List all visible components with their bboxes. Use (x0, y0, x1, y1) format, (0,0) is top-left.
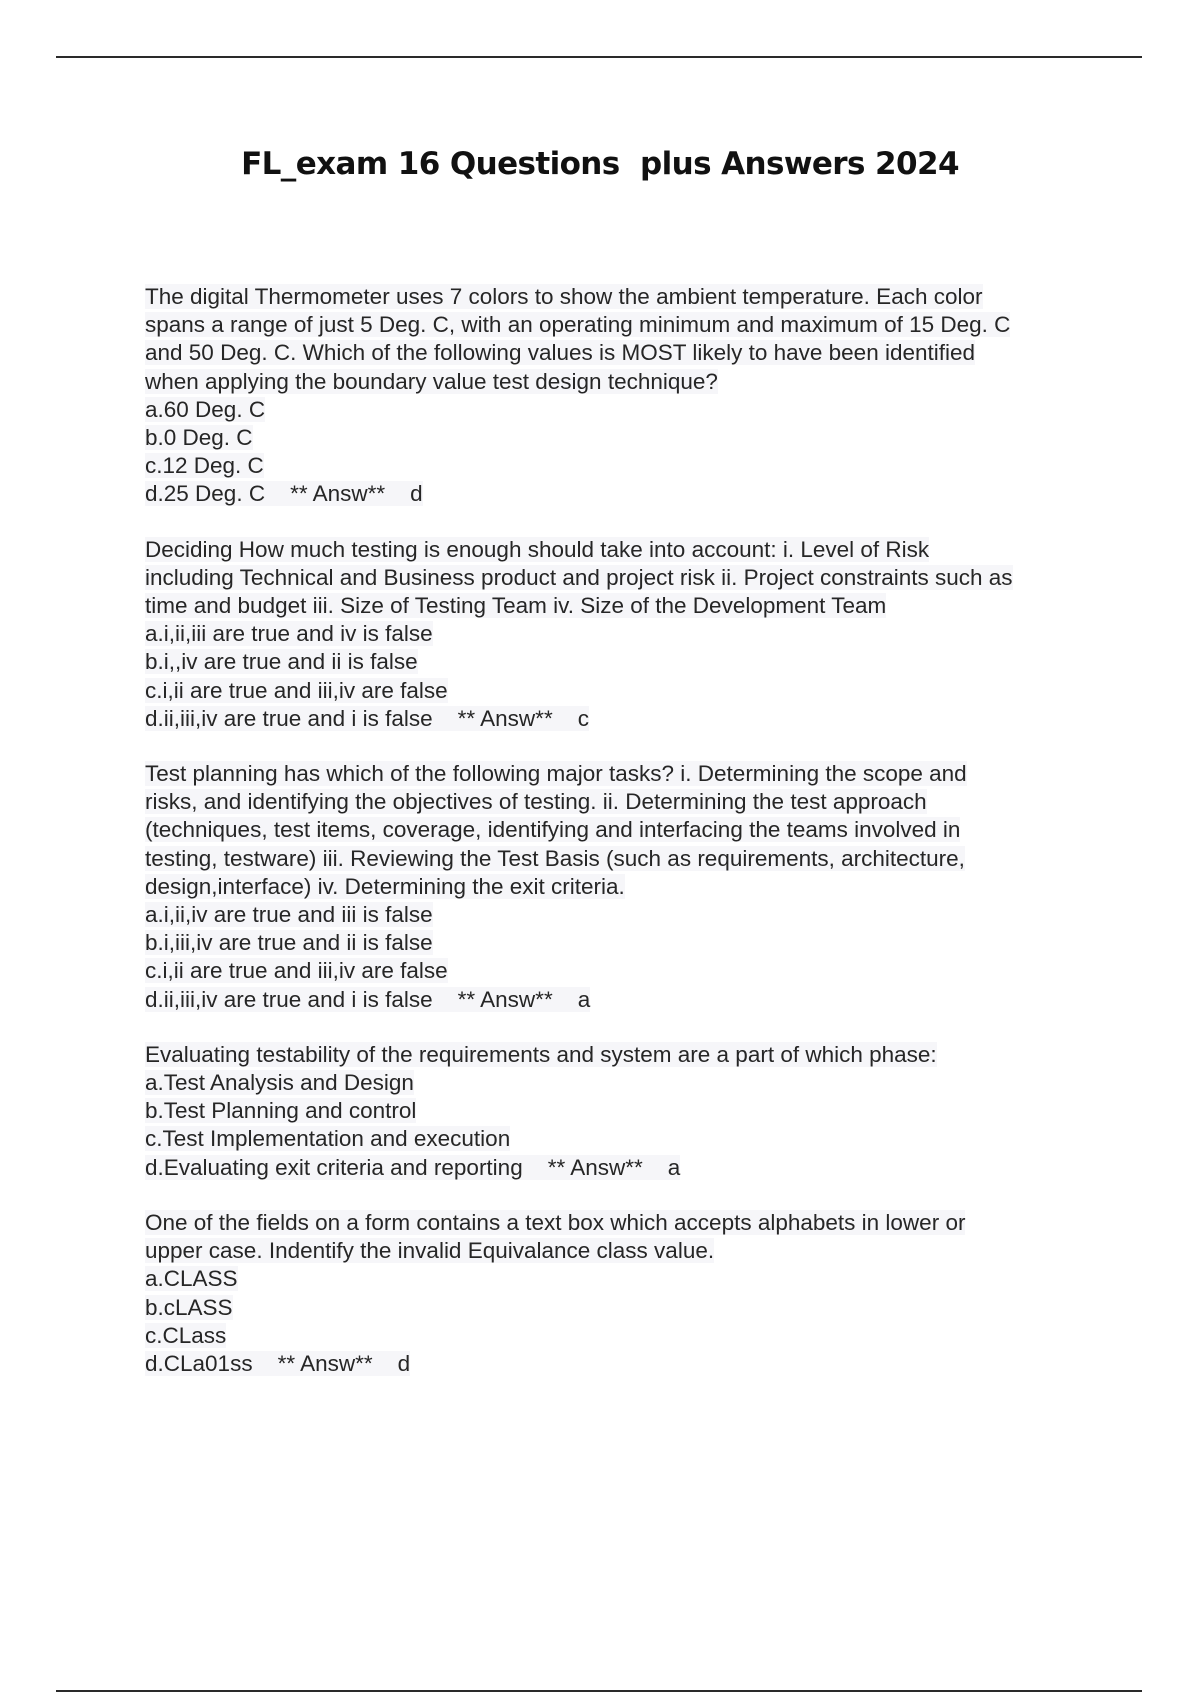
option-c: c.i,ii are true and iii,iv are false (145, 958, 448, 984)
option-c: c.Test Implementation and execution (145, 1126, 511, 1152)
answer-marker: ** Answ** a (457, 986, 591, 1012)
answer-marker: ** Answ** d (290, 481, 423, 507)
question-text-line: including Technical and Business product and project risk ii. Project constraints such as (145, 564, 1013, 590)
question-text-line: Test planning has which of the following major tasks? i. Determining the scope and (145, 761, 967, 787)
questions-container (145, 283, 1085, 1405)
question-text-line: spans a range of just 5 Deg. C, with an operating minimum and maximum of 15 Deg. C (145, 312, 1011, 338)
option-b: b.cLASS (145, 1294, 233, 1320)
option-d: d.ii,iii,iv are true and i is false ** Answ** c (145, 705, 589, 731)
option-d: d.Evaluating exit criteria and reporting ** Answ** a (145, 1154, 681, 1180)
option-a: a.CLASS (145, 1266, 238, 1292)
answer-marker: ** Answ** c (457, 705, 589, 731)
question-text-line: One of the fields on a form contains a text box which accepts alphabets in lower or (145, 1209, 966, 1235)
option-a: a.i,ii,iii are true and iv is false (145, 621, 433, 647)
question-text-line: when applying the boundary value test design technique? (145, 368, 718, 394)
option-d: d.ii,iii,iv are true and i is false ** Answ** a (145, 986, 591, 1012)
question-text-line: design,interface) iv. Determining the exit criteria. (145, 873, 625, 899)
question-text-line: (techniques, test items, coverage, identifying and interfacing the teams involved in (145, 817, 961, 843)
question-block (145, 1041, 1085, 1182)
option-a: a.60 Deg. C (145, 396, 266, 422)
option-a: a.Test Analysis and Design (145, 1070, 414, 1096)
question-block (145, 536, 1085, 733)
option-a: a.i,ii,iv are true and iii is false (145, 902, 433, 928)
option-b: b.i,,iv are true and ii is false (145, 649, 418, 675)
header-rule (56, 56, 1142, 58)
question-text-line: Deciding How much testing is enough should take into account: i. Level of Risk (145, 536, 930, 562)
question-block (145, 283, 1085, 509)
question-text-line: Evaluating testability of the requirements and system are a part of which phase: (145, 1041, 937, 1067)
option-c: c.i,ii are true and iii,iv are false (145, 677, 448, 703)
option-c: c.CLass (145, 1322, 227, 1348)
option-b: b.Test Planning and control (145, 1098, 417, 1124)
question-text-line: upper case. Indentify the invalid Equivalance class value. (145, 1238, 715, 1264)
question-block (145, 760, 1085, 1014)
option-b: b.0 Deg. C (145, 425, 253, 451)
option-d: d.CLa01ss ** Answ** d (145, 1350, 411, 1376)
question-text-line: testing, testware) iii. Reviewing the Test Basis (such as requirements, architecture, (145, 845, 965, 871)
question-block (145, 1209, 1085, 1378)
question-text-line: and 50 Deg. C. Which of the following values is MOST likely to have been identified (145, 340, 976, 366)
question-text-line: The digital Thermometer uses 7 colors to show the ambient temperature. Each color (145, 284, 983, 309)
answer-marker: ** Answ** d (277, 1350, 411, 1376)
question-text-line: risks, and identifying the objectives of testing. ii. Determining the test approach (145, 789, 927, 815)
footer-rule (56, 1690, 1142, 1692)
option-b: b.i,iii,iv are true and ii is false (145, 930, 433, 956)
document-title: FL_exam 16 Questions plus Answers 2024 (241, 146, 959, 182)
option-c: c.12 Deg. C (145, 453, 264, 479)
option-d: d.25 Deg. C ** Answ** d (145, 481, 423, 507)
question-text-line: time and budget iii. Size of Testing Team iv. Size of the Development Team (145, 593, 887, 619)
answer-marker: ** Answ** a (547, 1154, 681, 1180)
